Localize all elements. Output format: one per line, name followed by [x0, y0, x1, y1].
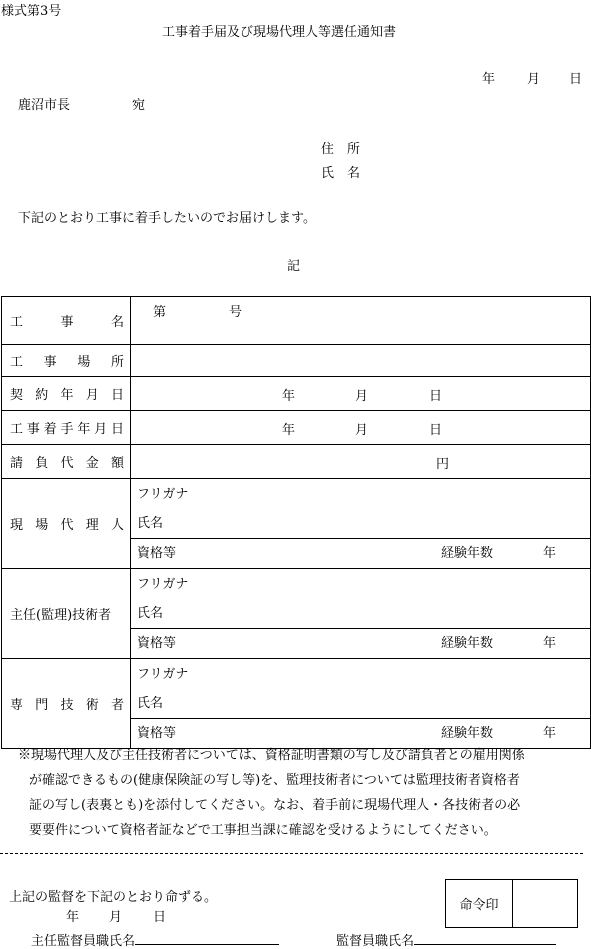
experience-label: 経験年数: [441, 545, 494, 561]
order-day: 日: [153, 910, 167, 925]
person-name-label: 氏名: [137, 695, 164, 711]
experience-label: 経験年数: [441, 725, 494, 741]
addressee-suffix: 宛: [132, 98, 146, 113]
table-row: [2, 659, 591, 749]
note-line: が確認できるもの(健康保険証の写し等)を、監理技術者については監理技術者資格者: [29, 773, 520, 788]
note-line: 要要件について資格者証などで工事担当課に確認を受けるようにしてください。: [29, 823, 497, 838]
experience-year-unit: 年: [543, 725, 557, 741]
currency-unit: 円: [436, 457, 450, 472]
furigana-label: フリガナ: [137, 666, 189, 682]
note-block: [18, 743, 586, 843]
table-row: [2, 479, 591, 569]
note-line: 証の写し(表裏とも)を添付してください。なお、着手前に現場代理人・各技術者の必: [29, 798, 521, 813]
stamp-label: 命令印: [446, 880, 513, 927]
row-label-chakushu-date: 工 事 着 手 年 月 日: [10, 422, 124, 437]
date-day: 日: [569, 72, 583, 87]
qualification-label: 資格等: [137, 635, 177, 651]
kouji-go: 号: [229, 305, 243, 320]
address-label: 住 所: [321, 142, 361, 157]
row-label-kouji-basho: 工 事 場 所: [10, 355, 124, 370]
row-label-ukeoi-daikin: 請 負 代 金 額: [10, 456, 124, 471]
details-table: [1, 296, 591, 749]
order-year: 年: [66, 910, 80, 925]
experience-year-unit: 年: [543, 545, 557, 561]
table-row: [2, 345, 591, 377]
keiyaku-year: 年: [282, 389, 296, 404]
dashed-divider: [0, 853, 583, 854]
order-month: 月: [109, 910, 123, 925]
stamp-area[interactable]: [513, 880, 577, 927]
chakushu-year: 年: [282, 423, 296, 438]
supervisor-field: [336, 930, 556, 949]
row-label-keiyaku-date: 契 約 年 月 日: [10, 388, 124, 403]
qualification-label: 資格等: [137, 545, 177, 561]
note-line: ※現場代理人及び主任技術者については、資格証明書類の写し及び請負者との雇用関係: [18, 748, 525, 763]
keiyaku-day: 日: [429, 389, 443, 404]
kouji-dai: 第: [153, 305, 167, 320]
chief-supervisor-field: [31, 930, 279, 949]
table-row: [2, 445, 591, 479]
order-text: 上記の監督を下記のとおり命ずる。: [9, 890, 218, 905]
person-name-label: 氏名: [137, 605, 164, 621]
experience-year-unit: 年: [543, 635, 557, 651]
name-label: 氏 名: [321, 166, 361, 181]
supervisor-label: 監督員職氏名: [336, 934, 415, 949]
chief-supervisor-signature-line[interactable]: [135, 930, 279, 945]
row-label-senmon-gijutsusha: 専 門 技 術 者: [10, 698, 124, 713]
chakushu-day: 日: [429, 423, 443, 438]
table-row: [2, 297, 591, 345]
date-year: 年: [482, 72, 496, 87]
keiyaku-month: 月: [355, 389, 369, 404]
table-row: [2, 377, 591, 411]
qualification-label: 資格等: [137, 725, 177, 741]
table-row: [2, 569, 591, 659]
stamp-box: [445, 879, 578, 928]
date-month: 月: [527, 72, 541, 87]
supervisor-signature-line[interactable]: [414, 930, 556, 945]
furigana-label: フリガナ: [137, 486, 189, 502]
intro-text: 下記のとおり工事に着手したいのでお届けします。: [18, 211, 316, 226]
document-title: 工事着手届及び現場代理人等選任通知書: [162, 25, 397, 40]
ki-heading: 記: [287, 259, 301, 274]
experience-label: 経験年数: [441, 635, 494, 651]
row-label-genba-dairinin: 現 場 代 理 人: [10, 518, 124, 533]
person-name-label: 氏名: [137, 515, 164, 531]
row-label-kouji-mei: 工 事 名: [10, 315, 124, 330]
addressee-name: 鹿沼市長: [18, 98, 71, 113]
table-row: [2, 411, 591, 445]
row-label-shunin-gijutsusha: 主任(監理)技術者: [10, 608, 112, 623]
furigana-label: フリガナ: [137, 576, 189, 592]
chakushu-month: 月: [355, 423, 369, 438]
form-number: 様式第3号: [1, 4, 62, 19]
chief-supervisor-label: 主任監督員職氏名: [31, 934, 136, 949]
